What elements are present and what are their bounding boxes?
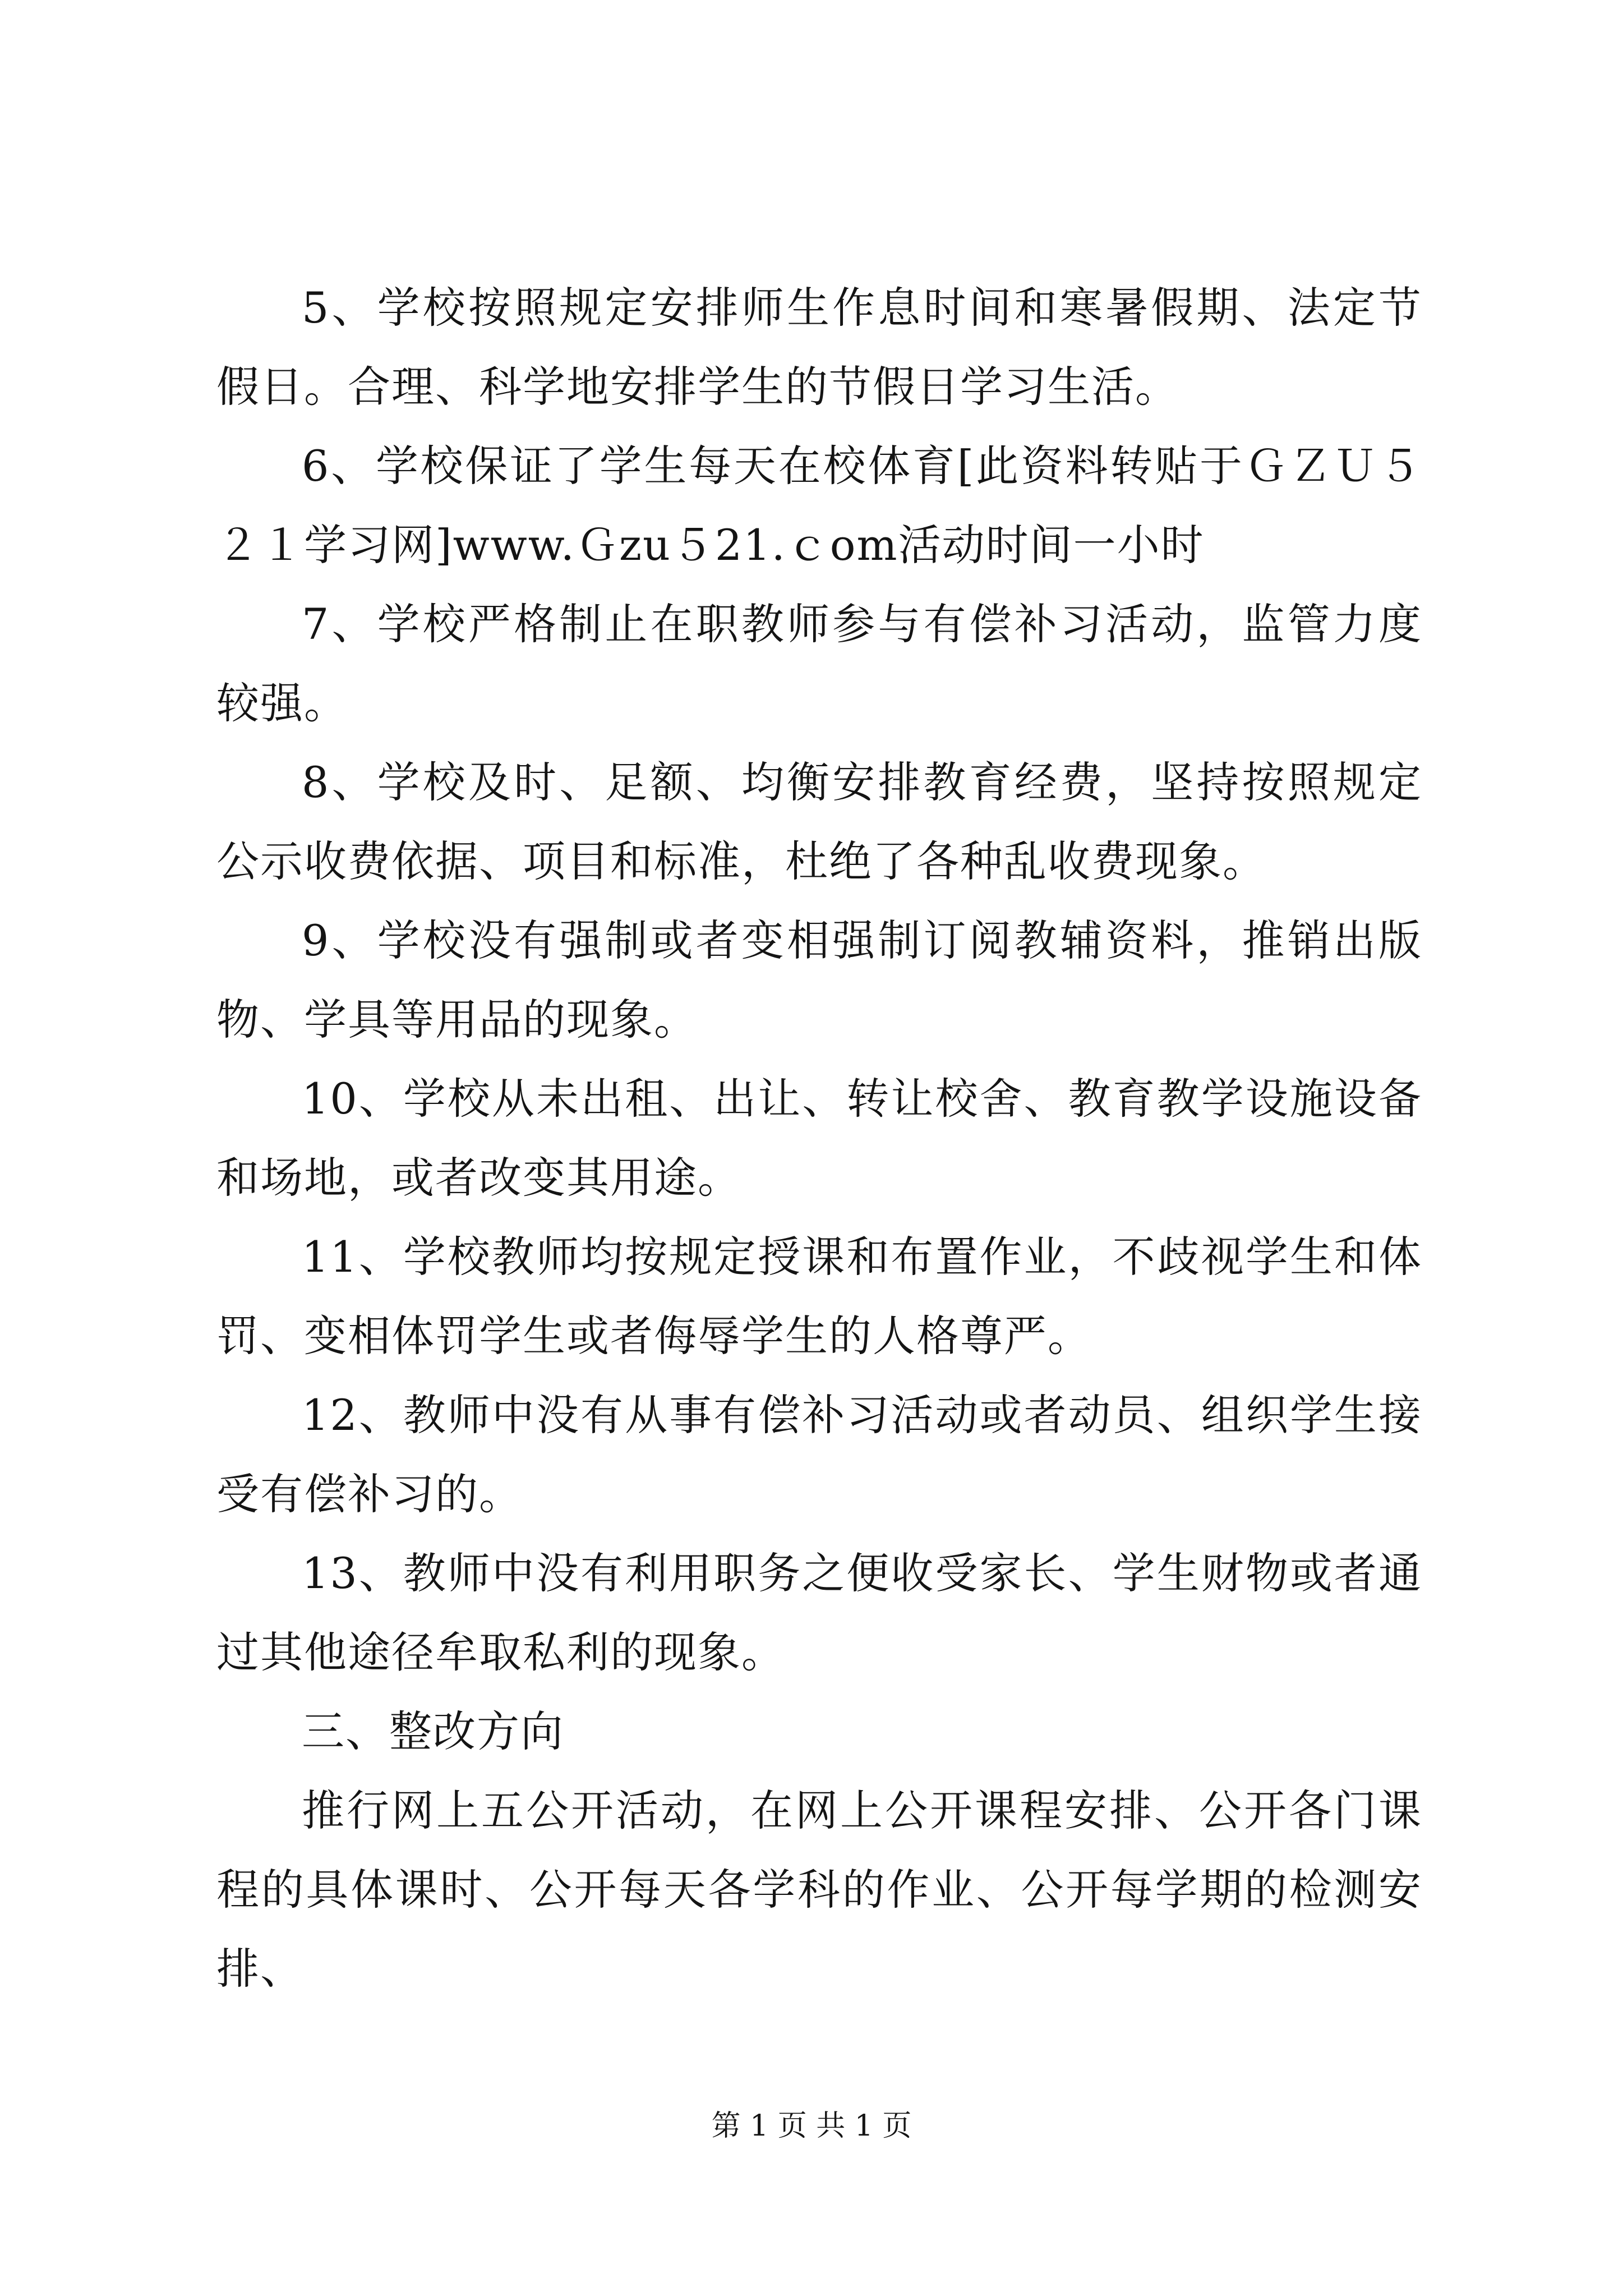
final-paragraph: 推行网上五公开活动，在网上公开课程安排、公开各门课程的具体课时、公开每天各学科的作业、公开每学期的检测安排、	[216, 1786, 1422, 1994]
paragraph-item-10: 10、学校从未出租、出让、转让校舍、教育教学设施设备和场地，或者改变其用途。	[216, 1074, 1422, 1203]
paragraph-item-11: 11、学校教师均按规定授课和布置作业，不歧视学生和体罚、变相体罚学生或者侮辱学生的人格尊严。	[216, 1232, 1422, 1361]
paragraph-item-9: 9、学校没有强制或者变相强制订阅教辅资料，推销出版物、学具等用品的现象。	[216, 915, 1422, 1045]
section-heading: 三、整改方向	[302, 1706, 564, 1756]
paragraph-item-5: 5、学校按照规定安排师生作息时间和寒暑假期、法定节假日。合理、科学地安排学生的节假日学习生活。	[216, 283, 1422, 412]
paragraph-item-8: 8、学校及时、足额、均衡安排教育经费，坚持按照规定公示收费依据、项目和标准，杜绝了各种乱收费现象。	[216, 757, 1422, 886]
paragraph-item-7: 7、学校严格制止在职教师参与有偿补习活动，监管力度较强。	[216, 599, 1422, 728]
paragraph-item-13: 13、教师中没有利用职务之便收受家长、学生财物或者通过其他途径牟取私利的现象。	[216, 1548, 1422, 1677]
paragraph-item-12: 12、教师中没有从事有偿补习活动或者动员、组织学生接受有偿补习的。	[216, 1390, 1422, 1519]
document-body	[216, 268, 1422, 2008]
page-footer: 第 1 页 共 1 页	[711, 2109, 912, 2143]
paragraph-item-6: 6、学校保证了学生每天在校体育[此资料转贴于ＧＺＵ５２１学习网]www.Ｇzu５21.ｃom活动时间一小时	[216, 441, 1422, 570]
